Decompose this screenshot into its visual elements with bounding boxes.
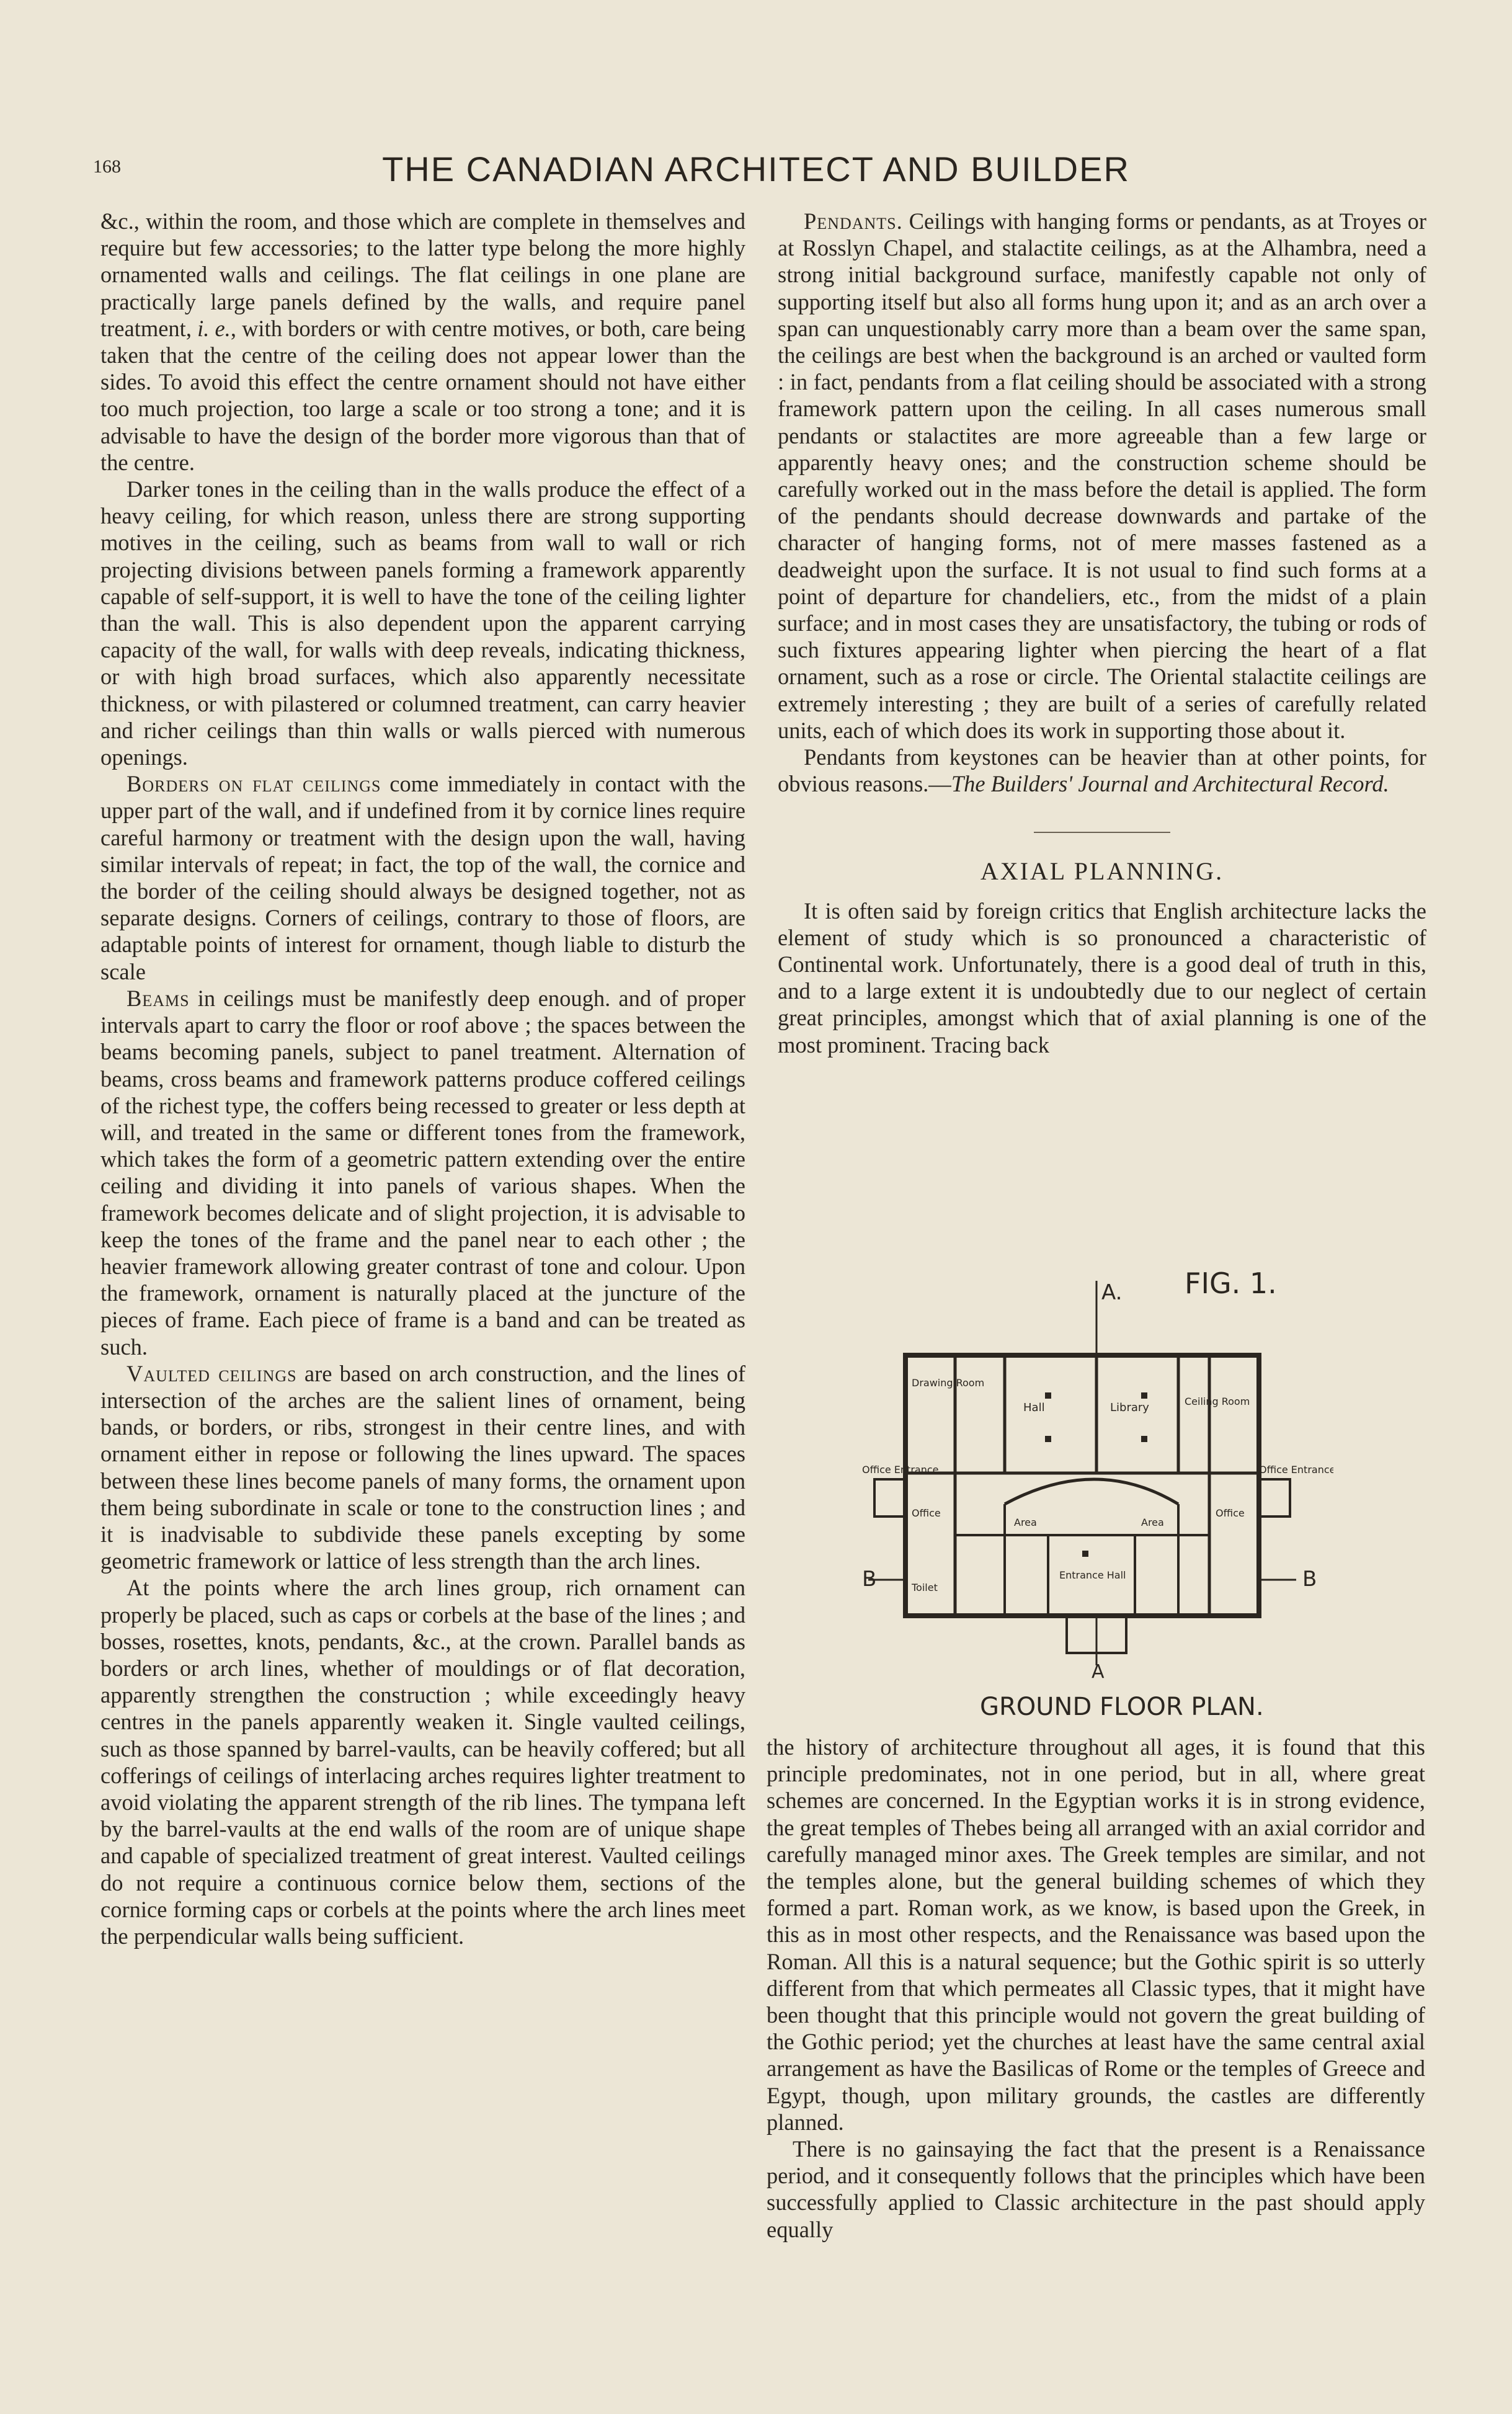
- room-office-entrance-left: Office Entrance: [862, 1464, 939, 1476]
- paragraph-axial-intro: It is often said by foreign critics that English architecture lacks the element of study which is so pronounced a characteristic of Continental work. Unfortunately, there is a good deal of truth in this, and to a large extent it is undoubtedly due to our neglect of certain great principles, amongst which that of axial planning is one of the most prominent. Tracing back: [778, 897, 1426, 1058]
- running-head-title: THE CANADIAN ARCHITECT AND BUILDER: [382, 149, 1130, 189]
- section-heading: AXIAL PLANNING.: [980, 857, 1224, 886]
- figure-caption: GROUND FLOOR PLAN.: [980, 1693, 1264, 1721]
- page-number: 168: [93, 156, 121, 177]
- axis-b-right-label: B: [1302, 1567, 1317, 1592]
- axis-a-bottom-label: A: [1092, 1661, 1105, 1683]
- room-drawing: Drawing Room: [912, 1377, 985, 1389]
- room-library: Library: [1110, 1401, 1149, 1414]
- room-toilet: Toilet: [912, 1582, 938, 1593]
- right-column-top: [778, 208, 1426, 1058]
- paragraph-keystones: Pendants from keystones can be heavier than at other points, for obvious reasons.—The Builders' Journal and Architectural Record.: [778, 744, 1426, 797]
- paragraph-darker-tones: Darker tones in the ceiling than in the walls produce the effect of a heavy ceiling, for which reason, unless there are strong supporting motives in the ceiling, such as beams from wall to wall or rich projecting divisions between panels forming a framework apparently capable of self-support, it is well to have the tone of the ceiling lighter than the wall. This is also dependent upon the apparent carrying capacity of the wall, for walls with deep reveals, indicating thickness, or with high broad surfaces, which also apparently necessitate thickness, or with pilastered or columned treatment, can carry heavier and richer ceilings than thin walls or walls pierced with numerous openings.: [100, 476, 745, 770]
- left-column: [100, 208, 745, 1949]
- figure-number-label: FIG. 1.: [1185, 1268, 1277, 1300]
- room-hall: Hall: [1023, 1401, 1045, 1414]
- floor-plan-drawing: [862, 1268, 1333, 1727]
- right-column-bottom: [767, 1734, 1425, 2243]
- room-office-1: Office: [912, 1507, 941, 1519]
- room-office-2: Office: [1216, 1507, 1245, 1519]
- section-divider: [1034, 832, 1170, 833]
- axis-a-top-label: A.: [1101, 1280, 1123, 1305]
- paragraph-ceilings: &c., within the room, and those which are complete in themselves and require but few accessories; to the latter type belong the more highly ornamented walls and ceilings. The flat ceilings in one plane are practically large panels defined by the walls, and require panel treatment, i. e., with borders or with centre motives, or both, care being taken that the centre of the ceiling does not appear lower than the sides. To avoid this effect the centre ornament should not have either too much projection, too large a scale or too strong a tone; and it is advisable to have the design of the border more vigorous than that of the centre.: [100, 208, 745, 475]
- axis-b-left-label: B: [862, 1567, 877, 1592]
- ground-floor-plan-figure: [862, 1268, 1333, 1727]
- paragraph-beams: Beams in ceilings must be manifestly deep enough. and of proper intervals apart to carry the floor or roof above ; the spaces between the beams becoming panels, subject to panel treatment. Alternation of beams, cross beams and framework patterns produce coffered ceilings of the richest type, the coffers being recessed to greater or less depth at will, and treated in the same or different tones from the framework, which takes the form of a geometric pattern extending over the entire ceiling and dividing it into panels of various shapes. When the framework becomes delicate and of slight projection, it is advisable to keep the tones of the frame and the panel near to each other ; the heavier framework allowing greater contrast of tone and colour. Upon the framework, ornament is naturally placed at the juncture of the pieces of frame. Each piece of frame is a band and can be treated as such.: [100, 985, 745, 1360]
- room-area-right: Area: [1141, 1517, 1164, 1528]
- paragraph-renaissance: There is no gainsaying the fact that the present is a Renaissance period, and it consequently follows that the principles which have been successfully applied to Classic architecture in the past should apply equally: [767, 2136, 1425, 2242]
- paragraph-arch-points: At the points where the arch lines group, rich ornament can properly be placed, such as caps or corbels at the base of the lines ; and bosses, rosettes, knots, pendants, &c., at the crown. Parallel bands as borders or arch lines, whether of mouldings or of flat decoration, apparently strengthen the construction ; while exceedingly heavy centres in the panels apparently weaken it. Single vaulted ceilings, such as those spanned by barrel-vaults, can be heavily coffered; but all cofferings of ceilings of interlacing arches requires lighter treatment to avoid violating the apparent strength of the rib lines. The tympana left by the barrel-vaults at the end walls of the room are of unique shape and capable of specialized treatment of great interest. Vaulted ceilings do not require a continuous cornice below them, sections of the cornice forming caps or corbels at the points where the arch lines meet the perpendicular walls being sufficient.: [100, 1575, 745, 1949]
- paragraph-pendants: Pendants. Ceilings with hanging forms or pendants, as at Troyes or at Rosslyn Chapel, and stalactite ceilings, as at the Alhambra, need a strong initial background surface, manifestly capable not only of supporting itself but also all forms hung upon it; and as an arch over a span can unquestionably carry more than a beam over the same span, the ceilings are best when the background is an arched or vaulted form : in fact, pendants from a flat ceiling should be associated with a strong framework pattern upon the ceiling. In all cases numerous small pendants or stalactites are more agreeable than a few large or apparently heavy ones; and the construction scheme should be carefully worked out in the mass before the detail is applied. The form of the pendants should decrease downwards and partake of the character of hanging forms, not of mere masses fastened as a deadweight upon the surface. It is not usual to find such forms at a point of departure for chandeliers, etc., from the midst of a plain surface; and in most cases they are unsatisfactory, the tubing or rods of such fixtures appearing lighter when piercing the heart of a flat ornament, such as a rose or circle. The Oriental stalactite ceilings are extremely interesting ; they are built of a series of carefully related units, each of which does its work in supporting those about it.: [778, 208, 1426, 743]
- room-entrance-hall: Entrance Hall: [1059, 1569, 1126, 1581]
- paragraph-borders: Borders on flat ceilings come immediately in contact with the upper part of the wall, and if undefined from it by cornice lines require careful harmony or treatment with the design upon the wall, having similar intervals of repeat; in fact, the top of the wall, the cornice and the border of the ceiling should always be designed together, not as separate designs. Corners of ceilings, contrary to those of floors, are adaptable points of interest for ornament, though liable to disturb the scale: [100, 771, 745, 984]
- paragraph-history: the history of architecture throughout all ages, it is found that this principle predominates, not in one period, but in all, where great schemes are concerned. In the Egyptian works it is in strong evidence, the great temples of Thebes being all arranged with an axial corridor and carefully managed minor axes. The Greek temples are similar, and not the temples alone, but the general building schemes of which they formed a part. Roman work, as we know, is based upon the Greek, in this as in most other respects, and the Renaissance was based upon the Roman. All this is a natural sequence; but the Gothic spirit is so utterly different from that which permeates all Classic types, that it might have been thought that this principle would not govern the great building of the Gothic period; yet the churches at least have the same central axial arrangement as have the Basilicas of Rome or the temples of Greece and Egypt, though, upon military grounds, the castles are differently planned.: [767, 1734, 1425, 2135]
- room-ceiling: Ceiling Room: [1185, 1396, 1250, 1407]
- paragraph-vaulted: Vaulted ceilings are based on arch construction, and the lines of intersection of the arches are the salient lines of ornament, being bands, or borders, or ribs, strongest in their centre lines, and with ornament either in repose or following the lines upward. The spaces between these lines become panels of many forms, the ornament upon them being subordinate in scale or tone to the construction lines ; and it is inadvisable to subdivide these panels excepting by some geometric framework or lattice of less strength than the arch lines.: [100, 1360, 745, 1574]
- room-office-entrance-right: Office Entrance: [1259, 1464, 1333, 1476]
- room-area-left: Area: [1014, 1517, 1037, 1528]
